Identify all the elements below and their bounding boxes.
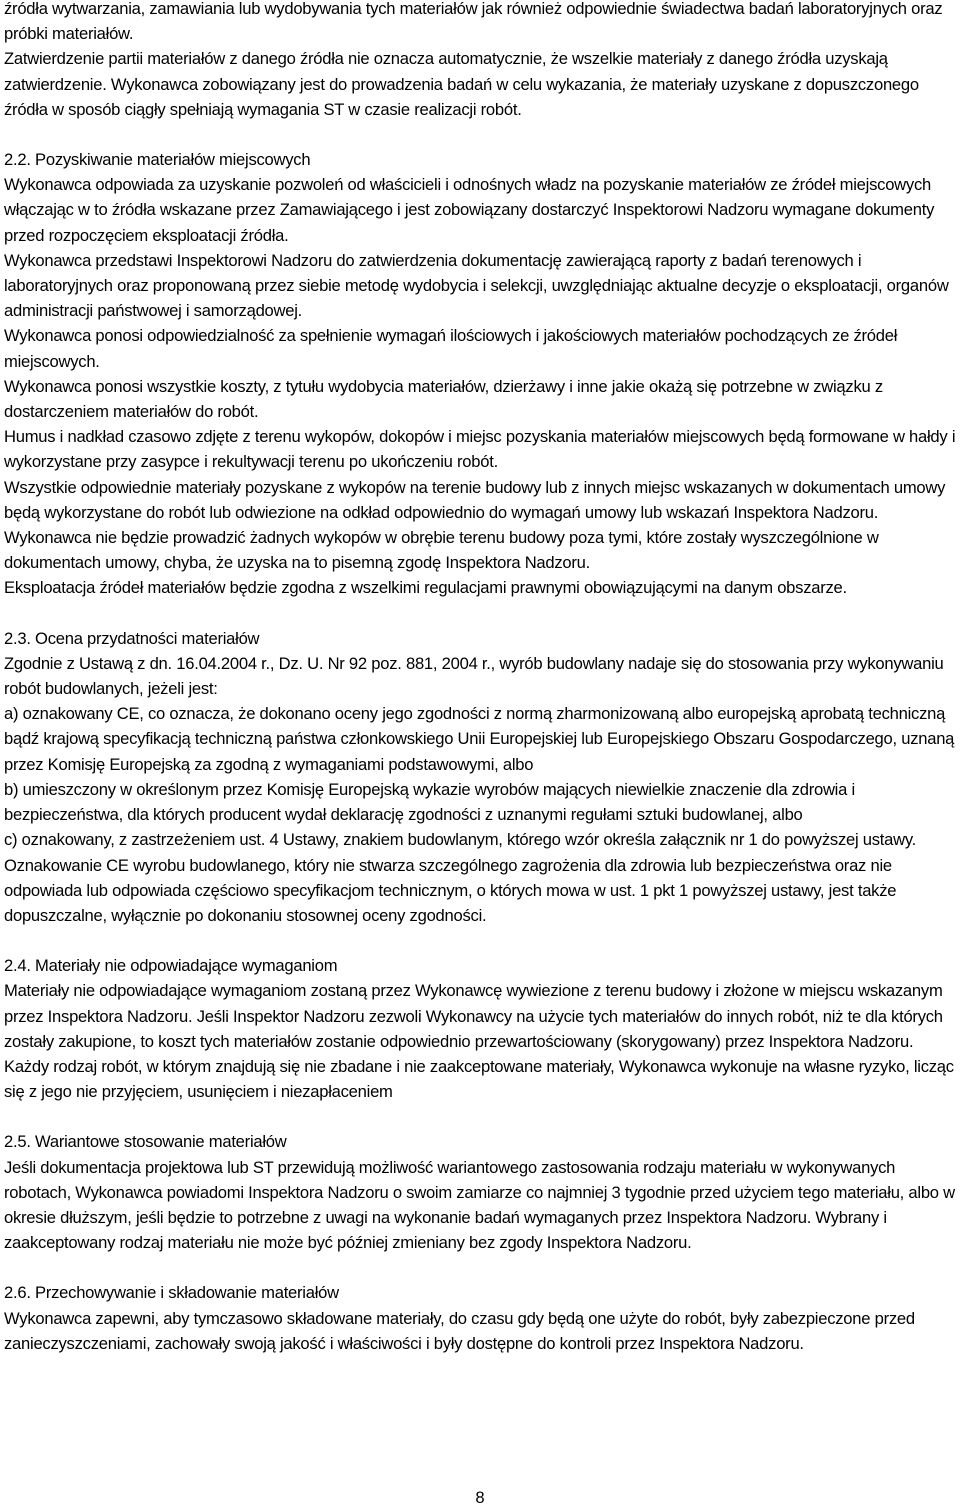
- section-heading: 2.6. Przechowywanie i składowanie materiałów: [4, 1283, 339, 1303]
- spacer: [4, 1104, 956, 1129]
- spacer: [4, 601, 956, 626]
- section-heading: 2.3. Ocena przydatności materiałów: [4, 628, 260, 648]
- section-2-4: [4, 953, 956, 1104]
- section-paragraph: Oznakowanie CE wyrobu budowlanego, który nie stwarza szczególnego zagrożenia dla zdrowia lub bezpieczeństwa oraz nie odpowiada lub odpowiada częściowo specyfikacjom technicznym, o których mowa w ust. 1 pkt 1 powyższej ustawy, jest także dopuszczalne, wyłącznie po dokonaniu stosownej oceny zgodności.: [4, 855, 897, 925]
- section-paragraph: Wszystkie odpowiednie materiały pozyskane z wykopów na terenie budowy lub z innych miejsc wskazanych w dokumentach umowy będą wykorzystane do robót lub odwiezione na odkład odpowiednio do wymagań umowy lub wskazań Inspektora Nadzoru.: [4, 477, 946, 522]
- section-heading: 2.4. Materiały nie odpowiadające wymaganiom: [4, 956, 338, 976]
- section-2-5: [4, 1129, 956, 1255]
- section-paragraph: Jeśli dokumentacja projektowa lub ST przewidują możliwość wariantowego zastosowania rodzaju materiału w wykonywanych robotach, Wykonawca powiadomi Inspektora Nadzoru o swoim zamiarze co najmniej 3 tygodnie przed użyciem tego materiału, albo w okresie dłuższym, jeśli będzie to potrzebne z uwagi na wykonanie badań wymaganych przez Inspektora Nadzoru. Wybrany i zaakceptowany rodzaj materiału nie może być później zmieniany bez zgody Inspektora Nadzoru.: [4, 1157, 955, 1253]
- section-paragraph: Eksploatacja źródeł materiałów będzie zgodna z wszelkimi regulacjami prawnymi obowiązującymi na danym obszarze.: [4, 578, 847, 598]
- section-paragraph: Każdy rodzaj robót, w którym znajdują się nie zbadane i nie zaakceptowane materiały, Wykonawca wykonuje na własne ryzyko, licząc się z jego nie przyjęciem, usunięciem i niezapłaceniem: [4, 1056, 954, 1102]
- page-number: 8: [475, 1488, 485, 1507]
- section-paragraph: Zgodnie z Ustawą z dn. 16.04.2004 r., Dz. U. Nr 92 poz. 881, 2004 r., wyrób budowlany nadaje się do stosowania przy wykonywaniu robót budowlanych, jeżeli jest:: [4, 653, 944, 699]
- spacer: [4, 1255, 956, 1280]
- section-heading: 2.5. Wariantowe stosowanie materiałów: [4, 1132, 287, 1152]
- list-item: b) umieszczony w określonym przez Komisję Europejską wykazie wyrobów mających niewielkie znaczenie dla zdrowia i bezpieczeństwa, dla których producent wydał deklarację zgodności z uznanymi regułami sztuki budowlanej, albo: [4, 779, 855, 825]
- section-paragraph: Wykonawca nie będzie prowadzić żadnych wykopów w obrębie terenu budowy poza tymi, które zostały wyszczególnione w dokumentach umowy, chyba, że uzyska na to pisemną zgodę Inspektora Nadzoru.: [4, 528, 879, 573]
- intro-paragraph: źródła wytwarzania, zamawiania lub wydobywania tych materiałów jak również odpowiednie świadectwa badań laboratoryjnych oraz próbki materiałów.: [4, 0, 943, 44]
- section-paragraph: Wykonawca odpowiada za uzyskanie pozwoleń od właścicieli i odnośnych władz na pozyskanie materiałów ze źródeł miejscowych włączając w to źródła wskazane przez Zamawiającego i jest zobowiązany dostarczyć Inspektorowi Nadzoru wymagane dokumenty przed rozpoczęciem eksploatacji źródła.: [4, 175, 935, 245]
- list-item: c) oznakowany, z zastrzeżeniem ust. 4 Ustawy, znakiem budowlanym, którego wzór określa załącznik nr 1 do powyższej ustawy.: [4, 830, 917, 850]
- section-paragraph: Wykonawca przedstawi Inspektorowi Nadzoru do zatwierdzenia dokumentację zawierającą raporty z badań terenowych i laboratoryjnych oraz proponowaną przez siebie metodę wydobycia i selekcji, uwzględniając aktualne decyzje o eksploatacji, organów administracji państwowej i samorządowej.: [4, 250, 949, 321]
- section-paragraph: Materiały nie odpowiadające wymaganiom zostaną przez Wykonawcę wywiezione z terenu budowy i złożone w miejscu wskazanym przez Inspektora Nadzoru. Jeśli Inspektor Nadzoru zezwoli Wykonawcy na użycie tych materiałów do innych robót, niż te dla których zostały zakupione, to koszt tych materiałów zostanie odpowiednio przewartościowany (skorygowany) przez Inspektora Nadzoru.: [4, 981, 943, 1051]
- section-2-2: [4, 147, 956, 601]
- section-paragraph: Wykonawca zapewni, aby tymczasowo składowane materiały, do czasu gdy będą one użyte do robót, były zabezpieczone przed zanieczyszczeniami, zachowały swoją jakość i właściwości i były dostępne do kontroli przez Inspektora Nadzoru.: [4, 1308, 915, 1353]
- section-paragraph: Humus i nadkład czasowo zdjęte z terenu wykopów, dokopów i miejsc pozyskania materiałów miejscowych będą formowane w hałdy i wykorzystane przy zasypce i rekultywacji terenu po ukończeniu robót.: [4, 427, 956, 472]
- intro-paragraph: Zatwierdzenie partii materiałów z danego źródła nie oznacza automatycznie, że wszelkie materiały z danego źródła uzyskają zatwierdzenie. Wykonawca zobowiązany jest do prowadzenia badań w celu wykazania, że materiały uzyskane z dopuszczonego źródła w sposób ciągły spełniają wymagania ST w czasie realizacji robót.: [4, 49, 919, 119]
- section-2-3: [4, 626, 956, 928]
- list-item: a) oznakowany CE, co oznacza, że dokonano oceny jego zgodności z normą zharmonizowaną albo europejską aprobatą techniczną bądź krajową specyfikacją techniczną państwa członkowskiego Unii Europejskiej lub Europejskiego Obszaru Gospodarczego, uznaną przez Komisję Europejską za zgodną z wymaganiami podstawowymi, albo: [4, 704, 955, 774]
- section-2-6: [4, 1280, 956, 1356]
- section-heading: 2.2. Pozyskiwanie materiałów miejscowych: [4, 150, 311, 170]
- section-paragraph: Wykonawca ponosi wszystkie koszty, z tytułu wydobycia materiałów, dzierżawy i inne jakie okażą się potrzebne w związku z dostarczeniem materiałów do robót.: [4, 376, 883, 422]
- section-paragraph: Wykonawca ponosi odpowiedzialność za spełnienie wymagań ilościowych i jakościowych materiałów pochodzących ze źródeł miejscowych.: [4, 326, 898, 371]
- spacer: [4, 122, 956, 147]
- spacer: [4, 928, 956, 953]
